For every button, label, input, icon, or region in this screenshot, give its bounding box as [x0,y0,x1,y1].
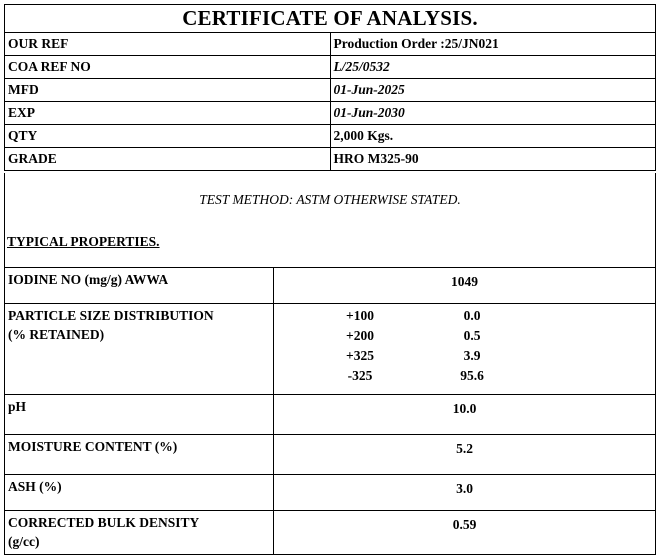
header-row-qty [5,125,656,148]
mfd-value: 01-Jun-2025 [330,79,656,102]
grade-value: HRO M325-90 [330,148,656,171]
title-row [5,5,656,33]
exp-label: EXP [5,102,331,125]
header-row-mfd [5,79,656,102]
header-row-exp [5,102,656,125]
typical-properties-heading: TYPICAL PROPERTIES. [7,234,160,249]
psd-size: +100 [346,308,374,323]
bulk-density-label-line1: CORRECTED BULK DENSITY [8,515,200,530]
qty-label: QTY [5,125,331,148]
coa-ref-label: COA REF NO [5,56,331,79]
property-row-ash [5,475,656,511]
qty-value: 2,000 Kgs. [330,125,656,148]
header-row-grade [5,148,656,171]
psd-value: 3.9 [463,348,481,363]
psd-value: 95.6 [460,368,484,383]
header-table [4,4,656,171]
psd-size: +325 [346,348,374,363]
ph-label: pH [5,395,274,435]
psd-label [5,304,274,395]
psd-values [274,304,656,395]
psd-label-line1: PARTICLE SIZE DISTRIBUTION [8,308,214,323]
method-section [4,173,656,267]
bulk-density-label [5,511,274,555]
psd-size: +200 [346,328,374,343]
ash-label: ASH (%) [5,475,274,511]
bulk-density-value: 0.59 [274,511,656,555]
property-row-ph [5,395,656,435]
property-row-moisture [5,435,656,475]
header-row-coa-ref [5,56,656,79]
document-title: CERTIFICATE OF ANALYSIS. [5,5,656,33]
property-row-bulk-density [5,511,656,555]
our-ref-label: OUR REF [5,33,331,56]
properties-table [4,267,656,555]
header-row-our-ref [5,33,656,56]
exp-value: 01-Jun-2030 [330,102,656,125]
ash-value: 3.0 [274,475,656,511]
property-row-psd [5,304,656,395]
psd-value: 0.0 [463,308,481,323]
coa-ref-value: L/25/0532 [330,56,656,79]
ph-value: 10.0 [274,395,656,435]
iodine-label: IODINE NO (mg/g) AWWA [5,268,274,304]
psd-value: 0.5 [463,328,481,343]
property-row-iodine [5,268,656,304]
our-ref-value: Production Order :25/JN021 [330,33,656,56]
psd-label-line2: (% RETAINED) [8,327,105,342]
test-method: TEST METHOD: ASTM OTHERWISE STATED. [199,192,461,207]
moisture-label: MOISTURE CONTENT (%) [5,435,274,475]
psd-size: -325 [347,368,373,383]
bulk-density-label-line2: (g/cc) [8,534,40,549]
mfd-label: MFD [5,79,331,102]
iodine-value: 1049 [274,268,656,304]
grade-label: GRADE [5,148,331,171]
moisture-value: 5.2 [274,435,656,475]
